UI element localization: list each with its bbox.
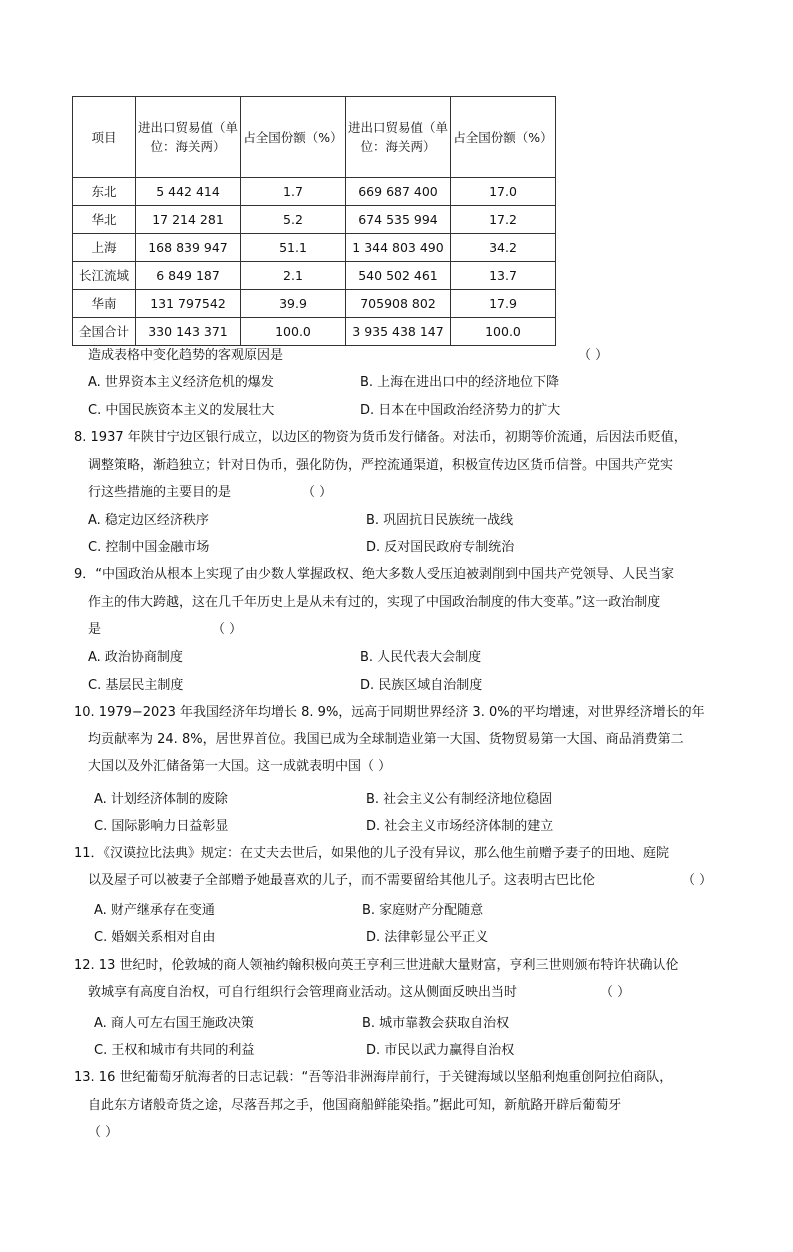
table-cell: 5 442 414 <box>136 178 241 206</box>
table-header-cell: 占全国份额（%） <box>241 97 346 178</box>
q9-stem-line-2: 作主的伟大跨越，这在几千年历史上是从未有过的，实现了中国政治制度的伟大变革。”这一政治制度 <box>88 595 661 610</box>
table-cell: 6 849 187 <box>136 262 241 290</box>
q10-option-d: D. 社会主义市场经济体制的建立 <box>366 819 554 834</box>
q11-answer-paren: （ ） <box>682 873 713 888</box>
q12-option-a: A. 商人可左右国王施政决策 <box>94 1016 254 1031</box>
q12-option-b: B. 城市靠教会获取自治权 <box>362 1016 510 1031</box>
q10-option-a: A. 计划经济体制的废除 <box>94 792 228 807</box>
q10-option-b: B. 社会主义公有制经济地位稳固 <box>366 792 553 807</box>
q11-option-b: B. 家庭财产分配随意 <box>362 903 484 918</box>
q10-stem-line-2: 均贡献率为 24. 8%，居世界首位。我国已成为全球制造业第一大国、货物贸易第一大国、商品消费第二 <box>88 732 684 747</box>
q11-option-c: C. 婚姻关系相对自由 <box>94 930 216 945</box>
q9-answer-paren: （ ） <box>212 622 243 637</box>
table-cell: 5.2 <box>241 206 346 234</box>
table-cell: 51.1 <box>241 234 346 262</box>
table-cell: 17.0 <box>451 178 556 206</box>
q10-stem-line-1: 10. 1979−2023 年我国经济年均增长 8. 9%，远高于同期世界经济 3. 0%的平均增速，对世界经济增长的年 <box>74 705 705 720</box>
table-header-cell: 占全国份额（%） <box>451 97 556 178</box>
q8-stem-line-2: 调整策略，渐趋独立；针对日伪币，强化防伪，严控流通渠道，积极宣传边区货币信誉。中国共产党实 <box>88 458 674 473</box>
q7-option-c: C. 中国民族资本主义的发展壮大 <box>88 403 275 418</box>
q7-option-d: D. 日本在中国政治经济势力的扩大 <box>360 403 561 418</box>
q9-stem-line-1: 9．“中国政治从根本上实现了由少数人掌握政权、绝大多数人受压迫被剥削到中国共产党领导、人民当家 <box>74 567 675 582</box>
table-row <box>73 290 556 318</box>
q11-stem-line-2: 以及屋子可以被妻子全部赠予她最喜欢的儿子，而不需要留给其他儿子。这表明古巴比伦 <box>88 873 596 888</box>
q11-option-a: A. 财产继承存在变通 <box>94 903 215 918</box>
q11-stem-line-1: 11．《汉谟拉比法典》规定：在丈夫去世后，如果他的儿子没有异议，那么他生前赠予妻子的田地、庭院 <box>74 846 670 861</box>
table-cell: 长江流域 <box>73 262 136 290</box>
q9-option-a: A. 政治协商制度 <box>88 650 183 665</box>
q8-stem-line-1: 8. 1937 年陕甘宁边区银行成立，以边区的物资为货币发行储备。对法币，初期等价流通，后因法币贬值， <box>74 430 687 445</box>
q8-option-a: A. 稳定边区经济秩序 <box>88 513 209 528</box>
table-row <box>73 178 556 206</box>
q9-option-d: D. 民族区域自治制度 <box>360 678 483 693</box>
table-cell: 1 344 803 490 <box>346 234 451 262</box>
table-cell: 华北 <box>73 206 136 234</box>
table-cell: 705908 802 <box>346 290 451 318</box>
q10-stem-line-3: 大国以及外汇储备第一大国。这一成就表明中国（ ） <box>88 759 392 774</box>
q8-option-b: B. 巩固抗日民族统一战线 <box>366 513 514 528</box>
table-cell: 华南 <box>73 290 136 318</box>
table-row <box>73 318 556 346</box>
table-cell: 168 839 947 <box>136 234 241 262</box>
q9-option-b: B. 人民代表大会制度 <box>360 650 482 665</box>
table-cell: 669 687 400 <box>346 178 451 206</box>
table-header-row <box>73 97 556 178</box>
q13-stem-line-1: 13. 16 世纪葡萄牙航海者的日志记载：“吾等沿非洲海岸前行，于关键海域以坚船利炮重创阿拉伯商队， <box>74 1070 673 1085</box>
q8-answer-paren: （ ） <box>302 485 333 500</box>
q10-option-c: C. 国际影响力日益彰显 <box>94 819 229 834</box>
table-cell: 39.9 <box>241 290 346 318</box>
table-row <box>73 262 556 290</box>
table-cell: 131 797542 <box>136 290 241 318</box>
q11-option-d: D. 法律彰显公平正义 <box>366 930 489 945</box>
table-row <box>73 234 556 262</box>
q8-option-c: C. 控制中国金融市场 <box>88 540 210 555</box>
q12-option-c: C. 王权和城市有共同的利益 <box>94 1043 255 1058</box>
q12-answer-paren: （ ） <box>600 985 631 1000</box>
q12-stem-line-1: 12. 13 世纪时，伦敦城的商人领袖约翰积极向英王亨利三世进献大量财富，亨利三世则颁布特许状确认伦 <box>74 958 679 973</box>
table-cell: 13.7 <box>451 262 556 290</box>
q9-option-c: C. 基层民主制度 <box>88 678 184 693</box>
q8-option-d: D. 反对国民政府专制统治 <box>366 540 515 555</box>
q13-stem-line-2: 自此东方诸般奇货之途，尽落吾邦之手，他国商船鲜能染指。”据此可知，新航路开辟后葡萄牙 <box>88 1098 622 1113</box>
table-cell: 674 535 994 <box>346 206 451 234</box>
q7-stem: 造成表格中变化趋势的客观原因是 <box>88 348 284 363</box>
table-cell: 2.1 <box>241 262 346 290</box>
q8-stem-line-3: 行这些措施的主要目的是 <box>88 485 232 500</box>
table-cell: 540 502 461 <box>346 262 451 290</box>
table-cell: 34.2 <box>451 234 556 262</box>
table-cell: 17.2 <box>451 206 556 234</box>
q7-option-a: A. 世界资本主义经济危机的爆发 <box>88 375 274 390</box>
table-cell: 东北 <box>73 178 136 206</box>
table-cell: 100.0 <box>241 318 346 346</box>
table-cell: 3 935 438 147 <box>346 318 451 346</box>
q12-option-d: D. 市民以武力赢得自治权 <box>366 1043 515 1058</box>
table-row <box>73 206 556 234</box>
table-cell: 17.9 <box>451 290 556 318</box>
table-header-cell: 项目 <box>73 97 136 178</box>
q7-option-b: B. 上海在进出口中的经济地位下降 <box>360 375 560 390</box>
table-cell: 1.7 <box>241 178 346 206</box>
table-cell: 100.0 <box>451 318 556 346</box>
q7-answer-paren: （ ） <box>578 348 609 363</box>
trade-table <box>72 96 556 346</box>
table-cell: 17 214 281 <box>136 206 241 234</box>
table-cell: 上海 <box>73 234 136 262</box>
table-header-cell: 进出口贸易值（单位：海关两） <box>346 97 451 178</box>
table-header-cell: 进出口贸易值（单位：海关两） <box>136 97 241 178</box>
q9-stem-line-3: 是 <box>88 622 102 637</box>
table-cell: 330 143 371 <box>136 318 241 346</box>
q13-stem-line-3: （ ） <box>88 1125 119 1140</box>
q12-stem-line-2: 敦城享有高度自治权，可自行组织行会管理商业活动。这从侧面反映出当时 <box>88 985 518 1000</box>
table-cell: 全国合计 <box>73 318 136 346</box>
